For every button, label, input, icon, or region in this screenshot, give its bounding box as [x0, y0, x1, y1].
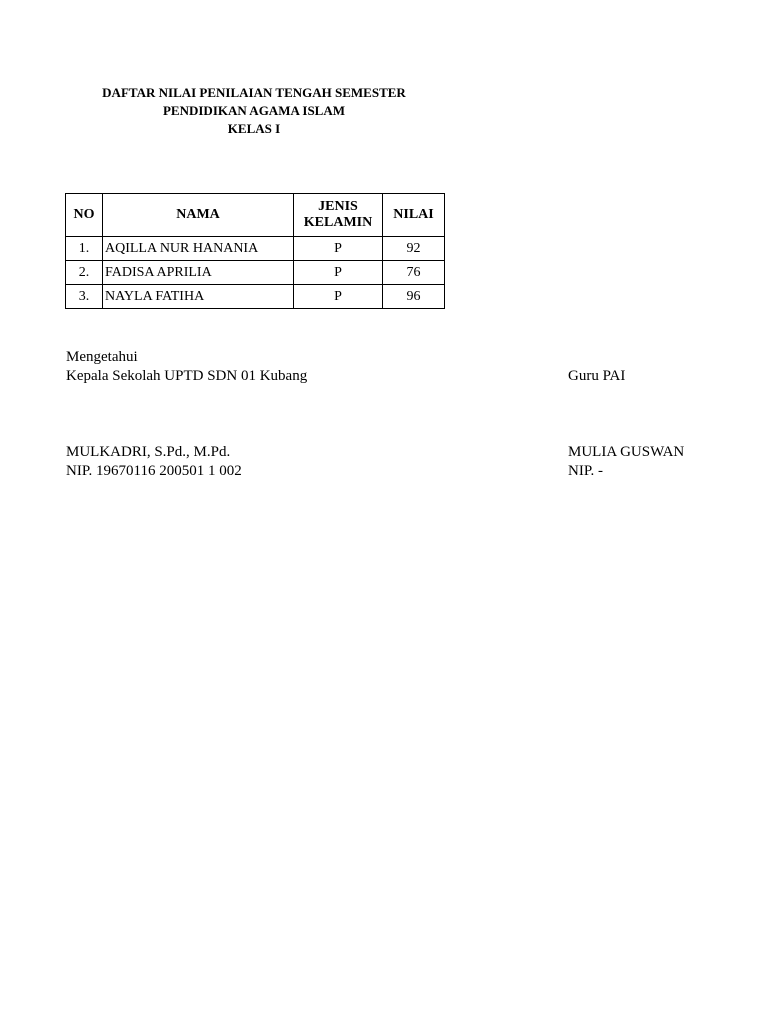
left-signature-label-2: Kepala Sekolah UPTD SDN 01 Kubang [66, 368, 308, 384]
title-line-3: KELAS I [227, 121, 281, 136]
table-row [66, 285, 445, 309]
header-no: NO [66, 194, 103, 237]
cell-no: 2. [66, 261, 103, 285]
left-signature-name: MULKADRI, S.Pd., M.Pd. [66, 444, 231, 460]
left-signature-nip: NIP. 19670116 200501 1 002 [66, 463, 242, 479]
cell-no: 3. [66, 285, 103, 309]
cell-nama: NAYLA FATIHA [103, 285, 294, 309]
cell-nama: FADISA APRILIA [103, 261, 294, 285]
header-jenis-kelamin [294, 194, 383, 237]
table-row [66, 261, 445, 285]
document-title [54, 84, 454, 138]
table-row [66, 237, 445, 261]
cell-nilai: 92 [383, 237, 445, 261]
cell-nama: AQILLA NUR HANANIA [103, 237, 294, 261]
right-signature-name: MULIA GUSWAN [568, 444, 685, 460]
cell-nilai: 96 [383, 285, 445, 309]
table-header-row [66, 194, 445, 237]
cell-jenis-kelamin: P [294, 285, 383, 309]
cell-no: 1. [66, 237, 103, 261]
grades-table [65, 193, 445, 309]
header-jenis-kelamin-line1: JENIS [318, 199, 358, 214]
right-signature-label: Guru PAI [568, 368, 626, 384]
cell-nilai: 76 [383, 261, 445, 285]
header-nama: NAMA [103, 194, 294, 237]
right-signature-nip: NIP. - [568, 463, 604, 479]
cell-jenis-kelamin: P [294, 261, 383, 285]
header-jenis-kelamin-line2: KELAMIN [303, 215, 373, 230]
title-line-2: PENDIDIKAN AGAMA ISLAM [162, 103, 345, 118]
cell-jenis-kelamin: P [294, 237, 383, 261]
left-signature-label-1: Mengetahui [66, 349, 138, 365]
header-nilai: NILAI [383, 194, 445, 237]
title-line-1: DAFTAR NILAI PENILAIAN TENGAH SEMESTER [102, 85, 406, 100]
